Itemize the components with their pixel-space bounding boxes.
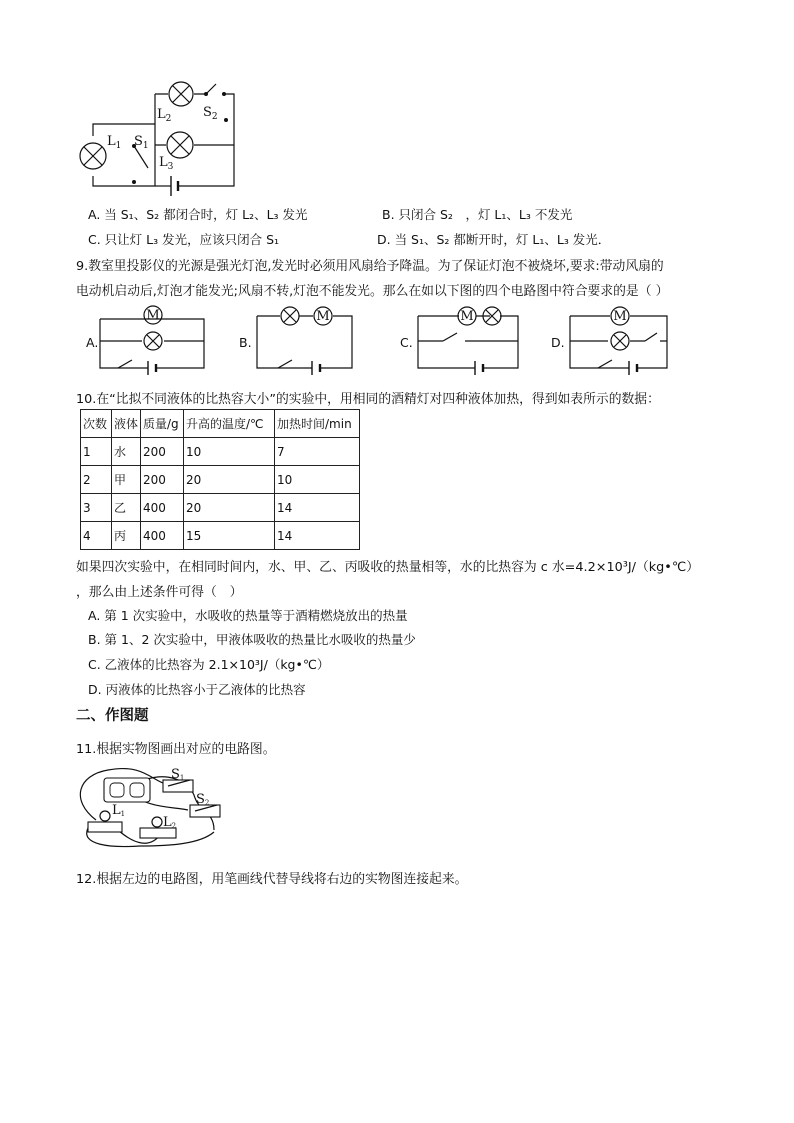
- photo-label-s1: S1: [171, 767, 185, 782]
- table-cell: 丙: [112, 522, 141, 550]
- q8-option-b: B. 只闭合 S₂ ，灯 L₁、L₃ 不发光: [382, 207, 573, 222]
- label-s1: $S_1$: [134, 134, 149, 151]
- table-cell: 14: [275, 522, 360, 550]
- table-cell: 20: [184, 466, 275, 494]
- table-header-cell: 升高的温度/℃: [184, 410, 275, 438]
- q9-label-b: B.: [239, 335, 252, 350]
- motor-b: M: [316, 309, 330, 324]
- table-header-cell: 加热时间/min: [275, 410, 360, 438]
- photo-label-l1: L1: [112, 803, 126, 818]
- motor-c: M: [460, 309, 474, 324]
- q10-option-c: C. 乙液体的比热容为 2.1×10³J/（kg•℃）: [88, 657, 330, 672]
- table-cell: 10: [184, 438, 275, 466]
- q8-option-d: D. 当 S₁、S₂ 都断开时，灯 L₁、L₃ 发光．: [377, 232, 611, 247]
- table-cell: 20: [184, 494, 275, 522]
- q11-text: 11.根据实物图画出对应的电路图。: [76, 742, 276, 757]
- q10-condition-line2: ，那么由上述条件可得（ ）: [76, 585, 243, 600]
- table-cell: 400: [141, 522, 184, 550]
- q9-label-c: C.: [400, 335, 413, 350]
- table-cell: 7: [275, 438, 360, 466]
- q10-condition-line1: 如果四次实验中，在相同时间内，水、甲、乙、丙吸收的热量相等，水的比热容为 c 水=4.2×10³J/（kg•℃）: [76, 560, 699, 575]
- label-l2: $L_2$: [157, 107, 172, 124]
- table-header-cell: 次数: [81, 410, 112, 438]
- table-cell: 4: [81, 522, 112, 550]
- table-header-cell: 液体: [112, 410, 141, 438]
- q9-label-d: D.: [551, 335, 565, 350]
- q9-text-line1: 9.教室里投影仪的光源是强光灯泡,发光时必须用风扇给予降温。为了保证灯泡不被烧坏,要求:带动风扇的: [76, 259, 664, 274]
- q9-text-line2: 电动机启动后,灯泡才能发光;风扇不转,灯泡不能发光。那么在如以下图的四个电路图中符合要求的是（ ）: [76, 284, 669, 299]
- label-l1: $L_1$: [107, 134, 122, 151]
- q8-option-c: C. 只让灯 L₃ 发光，应该只闭合 S₁: [88, 232, 280, 247]
- photo-label-s2: S2: [196, 792, 210, 807]
- table-cell: 200: [141, 438, 184, 466]
- motor-a: M: [146, 308, 160, 323]
- motor-d: M: [613, 309, 627, 324]
- table-cell: 水: [112, 438, 141, 466]
- table-cell: 甲: [112, 466, 141, 494]
- table-cell: 14: [275, 494, 360, 522]
- table-cell: 200: [141, 466, 184, 494]
- table-cell: 1: [81, 438, 112, 466]
- q10-option-a: A. 第 1 次实验中，水吸收的热量等于酒精燃烧放出的热量: [88, 608, 408, 623]
- table-cell: 3: [81, 494, 112, 522]
- table-cell: 乙: [112, 494, 141, 522]
- q9-label-a: A.: [86, 335, 99, 350]
- q10-text: 10.在“比拟不同液体的比热容大小”的实验中，用相同的酒精灯对四种液体加热，得到如表所示的数据：: [76, 392, 660, 407]
- table-cell: 10: [275, 466, 360, 494]
- table-cell: 2: [81, 466, 112, 494]
- q8-option-a: A. 当 S₁、S₂ 都闭合时，灯 L₂、L₃ 发光: [88, 207, 308, 222]
- q12-text: 12.根据左边的电路图，用笔画线代替导线将右边的实物图连接起来。: [76, 872, 468, 887]
- q10-option-b: B. 第 1、2 次实验中，甲液体吸收的热量比水吸收的热量少: [88, 632, 416, 647]
- section-heading: 二、作图题: [76, 708, 149, 724]
- label-l3: $L_3$: [159, 155, 174, 172]
- label-s2: $S_2$: [203, 105, 218, 122]
- table-cell: 15: [184, 522, 275, 550]
- table-header-cell: 质量/g: [141, 410, 184, 438]
- battery-pack-icon: [104, 778, 150, 802]
- table-cell: 400: [141, 494, 184, 522]
- q10-option-d: D. 丙液体的比热容小于乙液体的比热容: [88, 682, 306, 697]
- photo-label-l2: L2: [163, 815, 177, 830]
